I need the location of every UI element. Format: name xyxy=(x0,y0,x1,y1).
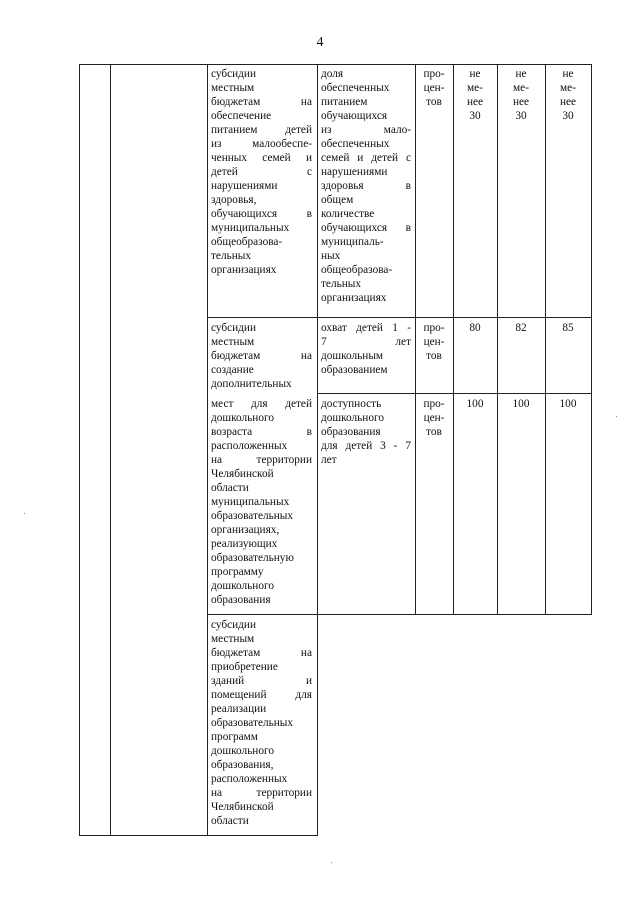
scan-speck xyxy=(331,862,332,863)
cell-line: муниципаль- xyxy=(321,236,384,248)
measure-cell xyxy=(211,67,312,277)
cell-line: ных xyxy=(321,250,341,262)
cell-line: обучающихся в xyxy=(211,208,312,220)
cell-line: дошкольного xyxy=(211,745,274,757)
cell-line: местным xyxy=(211,633,255,645)
cell-line: 30 xyxy=(562,110,574,122)
cell-line: тов xyxy=(426,96,442,108)
cell-line: питанием xyxy=(321,96,368,108)
cell-line: расположенных xyxy=(211,440,288,452)
cell-line: из малообеспе- xyxy=(211,138,312,150)
cell-line: организациях xyxy=(321,292,387,304)
cell-line: нее xyxy=(466,96,484,108)
cell-line: дошкольным xyxy=(321,350,384,362)
cell-line: детей с xyxy=(211,166,312,178)
cell-line: количестве xyxy=(321,208,375,220)
cell-line: из мало- xyxy=(321,124,411,136)
indicator-cell xyxy=(321,321,411,377)
unit-cell xyxy=(415,397,453,439)
cell-line: образования xyxy=(211,594,271,606)
cell-line: местным xyxy=(211,336,255,348)
cell-line: 100 xyxy=(559,398,577,410)
table-col-divider xyxy=(545,64,546,615)
cell-line: дошкольного xyxy=(211,580,274,592)
cell-line: здоровья в xyxy=(321,180,411,192)
cell-line: про- xyxy=(423,68,445,80)
cell-line: ме- xyxy=(560,82,576,94)
cell-line: обеспеченных xyxy=(321,82,390,94)
cell-line: 100 xyxy=(512,398,530,410)
table-col-divider xyxy=(110,64,111,835)
cell-line: питанием детей xyxy=(211,124,312,136)
scan-speck xyxy=(616,416,617,417)
cell-line: 85 xyxy=(562,322,574,334)
cell-line: семей и детей с xyxy=(321,152,411,164)
measure-cell xyxy=(211,618,312,828)
cell-line: реализации xyxy=(211,703,267,715)
table-col-divider xyxy=(317,64,318,835)
cell-line: не xyxy=(515,68,527,80)
cell-line: тов xyxy=(426,350,442,362)
cell-line: на территории xyxy=(211,787,312,799)
cell-line: обучающихся xyxy=(321,110,388,122)
table-col-divider xyxy=(497,64,498,615)
cell-line: нее xyxy=(512,96,530,108)
unit-cell xyxy=(415,67,453,109)
cell-line: Челябинской xyxy=(211,801,274,813)
table-row-divider xyxy=(207,614,592,615)
table-row-divider xyxy=(317,393,592,394)
cell-line: организациях, xyxy=(211,524,280,536)
cell-line: 7 лет xyxy=(321,336,411,348)
cell-line: приобретение xyxy=(211,661,278,673)
cell-line: лет xyxy=(321,454,337,466)
scan-speck xyxy=(24,513,25,514)
cell-line: здоровья, xyxy=(211,194,257,206)
cell-line: цен- xyxy=(423,336,445,348)
cell-line: доступность xyxy=(321,398,382,410)
table-col-divider xyxy=(207,64,208,835)
table-border-bottom xyxy=(79,835,318,836)
cell-line: бюджетам на xyxy=(211,96,312,108)
cell-line: про- xyxy=(423,398,445,410)
cell-line: общем xyxy=(321,194,354,206)
measure-cell xyxy=(211,321,312,391)
value-cell xyxy=(453,397,497,411)
cell-line: субсидии xyxy=(211,68,257,80)
cell-line: дошкольного xyxy=(321,412,384,424)
cell-line: помещений для xyxy=(211,689,312,701)
cell-line: цен- xyxy=(423,412,445,424)
cell-line: муниципальных xyxy=(211,496,290,508)
cell-line: образованием xyxy=(321,364,388,376)
measure-cell xyxy=(211,397,312,607)
cell-line: создание xyxy=(211,364,254,376)
cell-line: тов xyxy=(426,426,442,438)
cell-line: образовательных xyxy=(211,510,294,522)
cell-line: дополнительных xyxy=(211,378,292,390)
cell-line: образования xyxy=(321,426,381,438)
cell-line: ченных семей и xyxy=(211,152,312,164)
cell-line: субсидии xyxy=(211,322,257,334)
table-border-left xyxy=(79,64,80,835)
cell-line: охват детей 1 - xyxy=(321,322,411,334)
value-cell xyxy=(453,321,497,335)
value-cell xyxy=(545,321,591,335)
cell-line: про- xyxy=(423,322,445,334)
cell-line: программ xyxy=(211,731,258,743)
value-cell xyxy=(545,397,591,411)
cell-line: программу xyxy=(211,566,264,578)
cell-line: субсидии xyxy=(211,619,257,631)
page-number: 4 xyxy=(316,35,324,50)
cell-line: не xyxy=(562,68,574,80)
cell-line: образовательных xyxy=(211,717,294,729)
cell-line: зданий и xyxy=(211,675,312,687)
cell-line: местным xyxy=(211,82,255,94)
cell-line: обеспечение xyxy=(211,110,272,122)
cell-line: обеспеченных xyxy=(321,138,390,150)
indicator-cell xyxy=(321,67,411,305)
cell-line: бюджетам на xyxy=(211,647,312,659)
cell-line: организациях xyxy=(211,264,277,276)
cell-line: ме- xyxy=(513,82,529,94)
cell-line: дошкольного xyxy=(211,412,274,424)
cell-line: обучающихся в xyxy=(321,222,411,234)
value-cell xyxy=(497,397,545,411)
table-col-divider xyxy=(453,64,454,615)
cell-line: цен- xyxy=(423,82,445,94)
cell-line: общеобразова- xyxy=(321,264,393,276)
cell-line: 30 xyxy=(515,110,527,122)
table-border-top xyxy=(79,64,592,65)
cell-line: нее xyxy=(559,96,577,108)
cell-line: общеобразова- xyxy=(211,236,283,248)
value-cell xyxy=(545,67,591,123)
cell-line: Челябинской xyxy=(211,468,274,480)
cell-line: 100 xyxy=(466,398,484,410)
cell-line: муниципальных xyxy=(211,222,290,234)
cell-line: реализующих xyxy=(211,538,278,550)
cell-line: области xyxy=(211,482,249,494)
cell-line: возраста в xyxy=(211,426,312,438)
cell-line: тельных xyxy=(211,250,252,262)
cell-line: образования, xyxy=(211,759,274,771)
indicator-cell xyxy=(321,397,411,467)
cell-line: для детей 3 - 7 xyxy=(321,440,411,452)
cell-line: нарушениями xyxy=(321,166,388,178)
cell-line: бюджетам на xyxy=(211,350,312,362)
cell-line: доля xyxy=(321,68,344,80)
cell-line: на территории xyxy=(211,454,312,466)
value-cell xyxy=(497,67,545,123)
table-row-divider xyxy=(207,317,592,318)
cell-line: образовательную xyxy=(211,552,294,564)
cell-line: 82 xyxy=(515,322,527,334)
value-cell xyxy=(497,321,545,335)
unit-cell xyxy=(415,321,453,363)
cell-line: 80 xyxy=(469,322,481,334)
cell-line: мест для детей xyxy=(211,398,312,410)
table-border-right xyxy=(591,64,592,615)
cell-line: области xyxy=(211,815,249,827)
cell-line: 30 xyxy=(469,110,481,122)
cell-line: расположенных xyxy=(211,773,288,785)
cell-line: ме- xyxy=(467,82,483,94)
cell-line: нарушениями xyxy=(211,180,278,192)
value-cell xyxy=(453,67,497,123)
cell-line: не xyxy=(469,68,481,80)
cell-line: тельных xyxy=(321,278,362,290)
